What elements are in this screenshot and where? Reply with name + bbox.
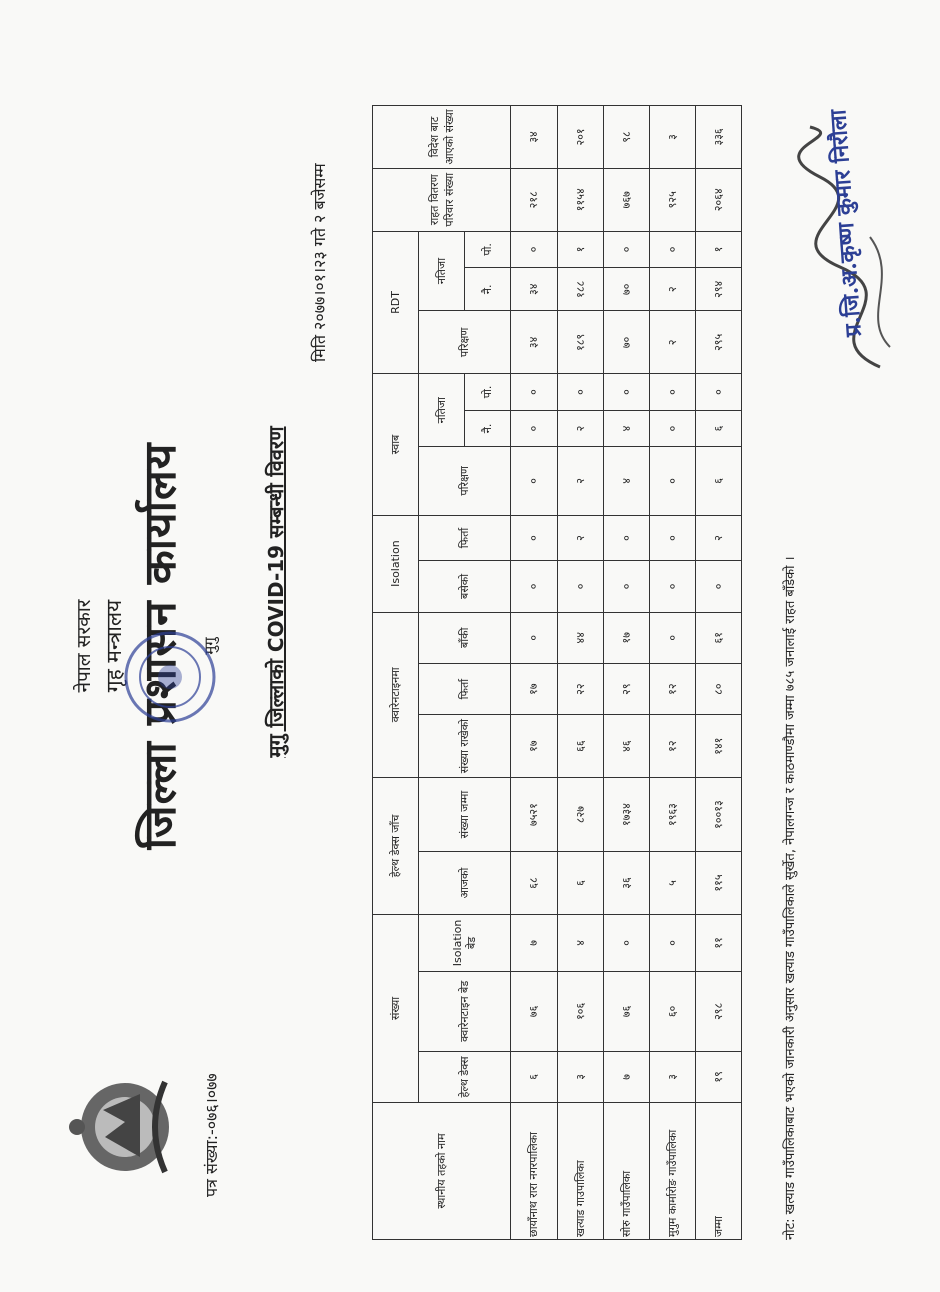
cell-ib: ७ [511, 914, 557, 971]
cell-rdt-test: ७० [603, 311, 649, 374]
col-quarantine: क्वारेनटाइनमा [373, 612, 419, 777]
cell-rdt-test: १८९ [557, 311, 603, 374]
cell-rdt-pos: ० [649, 231, 695, 268]
col-returned: फिर्ता [419, 663, 511, 714]
cell-rem: ६१ [695, 612, 741, 663]
cell-total: ७५२१ [511, 777, 557, 851]
col-swab-test: परिक्षण [419, 447, 511, 515]
cell-total: १९६३ [649, 777, 695, 851]
reference-number: पत्र संख्या:-०७६।०७७ [202, 1073, 221, 1197]
cell-rdt-pos: १ [695, 231, 741, 268]
cell-iso-ret: २ [695, 515, 741, 561]
cell-abroad: ३ [649, 106, 695, 169]
table-row [511, 106, 557, 1240]
cell-rem: ० [511, 612, 557, 663]
ministry-name: गृह मन्त्रालय [102, 599, 126, 693]
cell-rdt-pos: १ [557, 231, 603, 268]
col-iso-staying: बसेको [419, 561, 511, 612]
cell-relief: २०६४ [695, 168, 741, 231]
cell-kept: ६६ [557, 715, 603, 778]
cell-today: ३६ [603, 852, 649, 915]
local-level-name: छायाँनाथ रारा नगरपालिका [511, 1103, 557, 1240]
covid-summary-table [372, 105, 742, 1240]
nepal-emblem-icon [65, 1062, 175, 1192]
col-hd-check: हेल्थ डेक्स जाँच [373, 777, 419, 914]
cell-kept: १२ [649, 715, 695, 778]
cell-swab-test: ० [649, 447, 695, 515]
cell-kept: १४१ [695, 715, 741, 778]
cell-swab-neg: ४ [603, 410, 649, 447]
cell-total: १००१३ [695, 777, 741, 851]
cell-swab-pos: ० [557, 374, 603, 411]
cell-qb: ६० [649, 971, 695, 1051]
cell-hd: ३ [557, 1051, 603, 1102]
col-swab: स्वाब [373, 374, 419, 515]
cell-rdt-neg: ३४ [511, 268, 557, 311]
cell-kept: ४६ [603, 715, 649, 778]
cell-hd: ३ [649, 1051, 695, 1102]
header-row [419, 106, 465, 1240]
office-seal-icon [120, 627, 220, 727]
cell-today: ११५ [695, 852, 741, 915]
cell-rdt-neg: २ [649, 268, 695, 311]
cell-swab-pos: ० [695, 374, 741, 411]
cell-ib: ० [603, 914, 649, 971]
col-total-count: संख्या जम्मा [419, 777, 511, 851]
cell-today: ६ [557, 852, 603, 915]
cell-qb: ७६ [511, 971, 557, 1051]
col-isolation-bed: Isolation बेड [419, 914, 511, 971]
col-iso-returned: फिर्ता [419, 515, 511, 561]
col-rdt: RDT [373, 231, 419, 374]
cell-swab-neg: ० [649, 410, 695, 447]
cell-rdt-test: २ [649, 311, 695, 374]
cell-rdt-neg: २९४ [695, 268, 741, 311]
cell-hd: ६ [511, 1051, 557, 1102]
cell-swab-test: २ [557, 447, 603, 515]
col-swab-pos: पो. [465, 374, 511, 411]
cell-today: ६८ [511, 852, 557, 915]
cell-ret: १२ [649, 663, 695, 714]
col-abroad: विदेश बाट आएको संख्या [373, 106, 511, 169]
cell-iso-ret: ० [649, 515, 695, 561]
cell-iso-stay: ० [695, 561, 741, 612]
cell-qb: १०६ [557, 971, 603, 1051]
cell-rdt-neg: ७० [603, 268, 649, 311]
footnote: नोट: खत्याड गाउँपालिकाबाट भएको जानकारी अनुसार खत्याड गाउँपालिकाले सुर्खेत, नेपालगन्ज र काठमाण्डौमा जम्मा ७८५ जनालाई राहत बाँडेको । [783, 556, 798, 1240]
table-row [557, 106, 603, 1240]
date-line: मिति २०७७।०१।२३ गते २ बजेसम्म [310, 163, 329, 362]
col-quarantine-bed: क्वारेनटाइन बेड [419, 971, 511, 1051]
cell-swab-test: ४ [603, 447, 649, 515]
cell-abroad: ३४ [511, 106, 557, 169]
table-row [649, 106, 695, 1240]
col-rdt-neg: नै. [465, 268, 511, 311]
cell-abroad: ३३६ [695, 106, 741, 169]
col-count: संख्या [373, 914, 419, 1102]
cell-iso-stay: ० [511, 561, 557, 612]
col-swab-neg: नै. [465, 410, 511, 447]
cell-rdt-neg: १८८ [557, 268, 603, 311]
cell-rem: १७ [603, 612, 649, 663]
cell-today: ५ [649, 852, 695, 915]
cell-ret: २९ [603, 663, 649, 714]
cell-abroad: ९८ [603, 106, 649, 169]
cell-swab-neg: २ [557, 410, 603, 447]
cell-relief: ९२५ [649, 168, 695, 231]
cell-ib: ४ [557, 914, 603, 971]
header-row [373, 106, 419, 1240]
cell-swab-pos: ० [603, 374, 649, 411]
cell-ret: २२ [557, 663, 603, 714]
cell-swab-pos: ० [649, 374, 695, 411]
document-subject: मुगु जिल्लाको COVID-19 सम्बन्धी विवरण [264, 426, 288, 758]
cell-hd: १९ [695, 1051, 741, 1102]
local-level-name: मुगुम कार्मारोङ गाउँपालिका [649, 1103, 695, 1240]
total-row [695, 106, 741, 1240]
cell-total: ८२७ [557, 777, 603, 851]
local-level-name: सोरु गाउँपालिका [603, 1103, 649, 1240]
col-today: आजको [419, 852, 511, 915]
cell-swab-neg: ६ [695, 410, 741, 447]
table-row [603, 106, 649, 1240]
cell-kept: १७ [511, 715, 557, 778]
cell-iso-ret: ० [511, 515, 557, 561]
cell-swab-neg: ० [511, 410, 557, 447]
col-rdt-pos: पो. [465, 231, 511, 268]
office-name: जिल्ला प्रशासन कार्यालय [135, 442, 186, 850]
col-health-desk: हेल्थ डेक्स [419, 1051, 511, 1102]
cell-total: १७३४ [603, 777, 649, 851]
cell-ret: ८० [695, 663, 741, 714]
local-level-name: जम्मा [695, 1103, 741, 1240]
cell-swab-test: ० [511, 447, 557, 515]
col-isolation: Isolation [373, 515, 419, 612]
col-rdt-test: परिक्षण [419, 311, 511, 374]
cell-relief: ११५४ [557, 168, 603, 231]
cell-iso-stay: ० [649, 561, 695, 612]
cell-swab-test: ६ [695, 447, 741, 515]
place-name: मुगु [201, 637, 219, 655]
government-name: नेपाल सरकार [73, 599, 95, 693]
cell-rdt-pos: ० [511, 231, 557, 268]
cell-rdt-test: ३४ [511, 311, 557, 374]
cell-rem: ४४ [557, 612, 603, 663]
col-swab-result: नतिजा [419, 374, 465, 447]
col-kept: संख्या राखेको [419, 715, 511, 778]
cell-hd: ७ [603, 1051, 649, 1102]
col-rdt-result: नतिजा [419, 231, 465, 311]
col-remaining: बाँकी [419, 612, 511, 663]
signatory-name: प्र.जि.अ.कृष्ण कुमार निरौला [825, 108, 867, 338]
cell-iso-stay: ० [603, 561, 649, 612]
cell-abroad: २०१ [557, 106, 603, 169]
cell-swab-pos: ० [511, 374, 557, 411]
cell-relief: २१८ [511, 168, 557, 231]
cell-ib: ११ [695, 914, 741, 971]
cell-iso-ret: २ [557, 515, 603, 561]
cell-qb: २९८ [695, 971, 741, 1051]
col-name: स्थानीय तहको नाम [373, 1103, 511, 1240]
col-relief: राहत वितरण परिवार संख्या [373, 168, 511, 231]
cell-rem: ० [649, 612, 695, 663]
cell-iso-ret: ० [603, 515, 649, 561]
cell-qb: ७६ [603, 971, 649, 1051]
cell-iso-stay: ० [557, 561, 603, 612]
cell-rdt-pos: ० [603, 231, 649, 268]
cell-ib: ० [649, 914, 695, 971]
cell-rdt-test: २९५ [695, 311, 741, 374]
cell-ret: १७ [511, 663, 557, 714]
cell-relief: ७६७ [603, 168, 649, 231]
local-level-name: खत्याड गाउपालिका [557, 1103, 603, 1240]
